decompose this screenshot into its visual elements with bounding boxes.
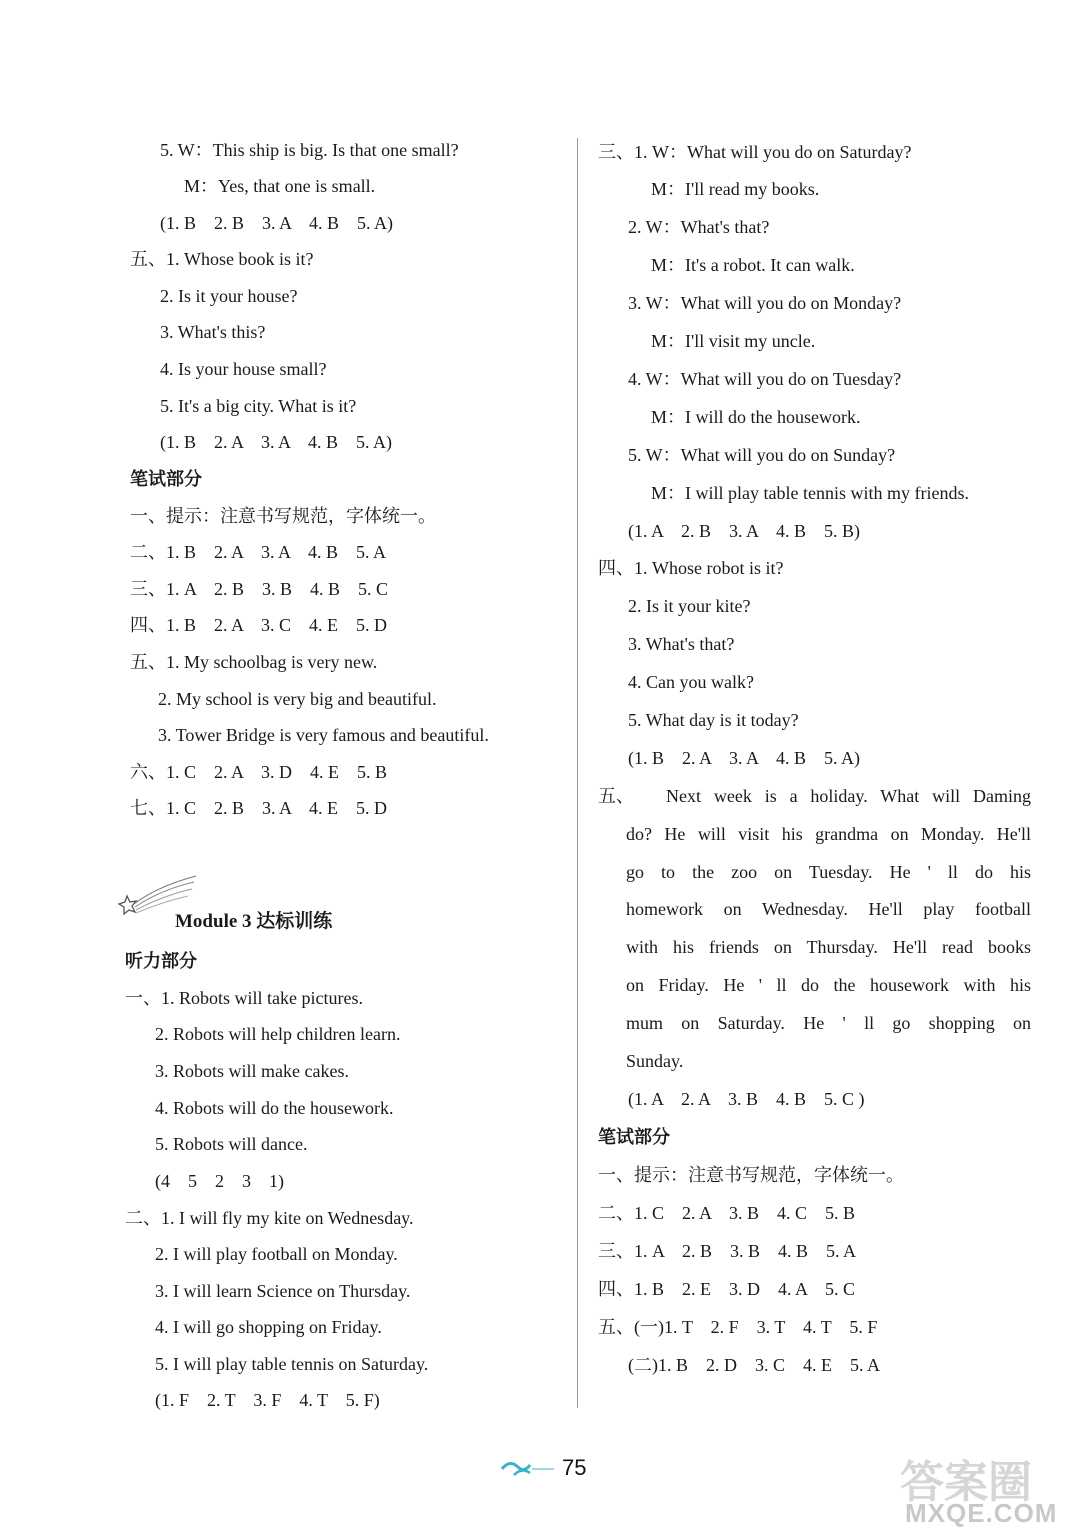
answer-line: 三、1. A 2. B 3. B 4. B 5. A [598,1241,857,1261]
module-title: Module 3 达标训练 [175,911,333,932]
answer-line: 5. Robots will dance. [155,1134,308,1154]
answer-line: 四、1. Whose robot is it? [598,558,784,578]
answer-line: 4. I will go shopping on Friday. [155,1317,382,1337]
answer-line: (1. B 2. A 3. A 4. B 5. A) [160,432,393,452]
answer-line: M：Yes, that one is small. [184,176,376,196]
answer-line: 3. What's this? [160,322,266,342]
answer-line: 2. W：What's that? [628,217,770,237]
answer-line: (1. B 2. A 3. A 4. B 5. A) [628,748,861,768]
passage-line: do? He will visit his grandma on Monday. He'll [626,823,1031,844]
answer-line: 五、1. Whose book is it? [130,249,314,269]
answer-line: (1. F 2. T 3. F 4. T 5. F) [155,1390,380,1410]
column-divider [577,138,578,1408]
passage-line: homework on Wednesday. He'll play football [626,899,1031,920]
answer-line: 七、1. C 2. B 3. A 4. E 5. D [130,798,388,818]
answer-line: 笔试部分 [598,1127,670,1147]
answer-line: 一、提示：注意书写规范，字体统一。 [598,1165,904,1185]
page-number: 75 [562,1455,587,1480]
passage-line: go to the zoo on Tuesday. He ' ll do his [626,861,1031,882]
answer-line: 3. Tower Bridge is very famous and beautiful. [158,725,489,745]
page-ornament-icon [500,1455,556,1481]
answer-line: M：I'll read my books. [651,179,820,199]
answer-line: 5. It's a big city. What is it? [160,396,357,416]
answer-line: 4. Can you walk? [628,672,754,692]
watermark-logo: 答案圈 [900,1457,1032,1508]
passage-line: mum on Saturday. He ' ll go shopping on [626,1012,1031,1033]
passage-line: Next week is a holiday. What will Daming [666,786,1031,806]
answer-line: 2. Is it your house? [160,286,298,306]
answer-line: M：It's a robot. It can walk. [651,255,855,275]
answer-line: 五、 [598,786,634,806]
passage-line: with his friends on Thursday. He'll read books [626,937,1031,958]
answer-line: 4. Is your house small? [160,359,327,379]
passage-line: Sunday. [626,1050,684,1071]
answer-line: 二、1. B 2. A 3. A 4. B 5. A [130,542,387,562]
answer-line: 5. What day is it today? [628,710,799,730]
answer-line: (1. A 2. B 3. A 4. B 5. B) [628,521,861,541]
answer-line: 听力部分 [125,951,197,971]
passage-line: on Friday. He ' ll do the housework with his [626,975,1031,995]
answer-line: (二)1. B 2. D 3. C 4. E 5. A [628,1355,880,1375]
answer-line: 三、1. W：What will you do on Saturday? [598,142,912,162]
answer-line: (1. B 2. B 3. A 4. B 5. A) [160,213,394,233]
answer-line: 笔试部分 [130,469,202,489]
answer-line: 一、提示：注意书写规范，字体统一。 [130,506,436,526]
answer-line: 3. I will learn Science on Thursday. [155,1281,411,1301]
answer-line: 5. W：This ship is big. Is that one small? [160,140,459,160]
answer-line: M：I will do the housework. [651,407,861,427]
answer-line: 五、1. My schoolbag is very new. [130,652,378,672]
answer-line: 3. What's that? [628,634,735,654]
answer-line: 一、1. Robots will take pictures. [125,988,363,1008]
answer-line: 2. Is it your kite? [628,596,751,616]
answer-line: M：I'll visit my uncle. [651,331,816,351]
watermark-url: MXQE.COM [905,1498,1058,1528]
answer-line: 5. I will play table tennis on Saturday. [155,1354,429,1374]
answer-line: 5. W：What will you do on Sunday? [628,445,896,465]
answer-line: 三、1. A 2. B 3. B 4. B 5. C [130,579,389,599]
answer-line: 六、1. C 2. A 3. D 4. E 5. B [130,762,388,782]
answer-line: (1. A 2. A 3. B 4. B 5. C ) [628,1089,865,1109]
answer-line: 四、1. B 2. A 3. C 4. E 5. D [130,615,388,635]
answer-line: 4. Robots will do the housework. [155,1098,394,1118]
answer-line: 四、1. B 2. E 3. D 4. A 5. C [598,1279,856,1299]
answer-line: 二、1. C 2. A 3. B 4. C 5. B [598,1203,856,1223]
answer-line: 2. Robots will help children learn. [155,1024,401,1044]
answer-line: 二、1. I will fly my kite on Wednesday. [125,1208,414,1228]
answer-line: 3. Robots will make cakes. [155,1061,349,1081]
answer-line: 4. W：What will you do on Tuesday? [628,369,902,389]
answer-line: 五、(一)1. T 2. F 3. T 4. T 5. F [598,1317,878,1337]
answer-line: (4 5 2 3 1) [155,1171,284,1191]
answer-line: M：I will play table tennis with my friends. [651,483,969,503]
answer-line: 3. W：What will you do on Monday? [628,293,902,313]
answer-line: 2. My school is very big and beautiful. [158,689,437,709]
answer-line: 2. I will play football on Monday. [155,1244,398,1264]
